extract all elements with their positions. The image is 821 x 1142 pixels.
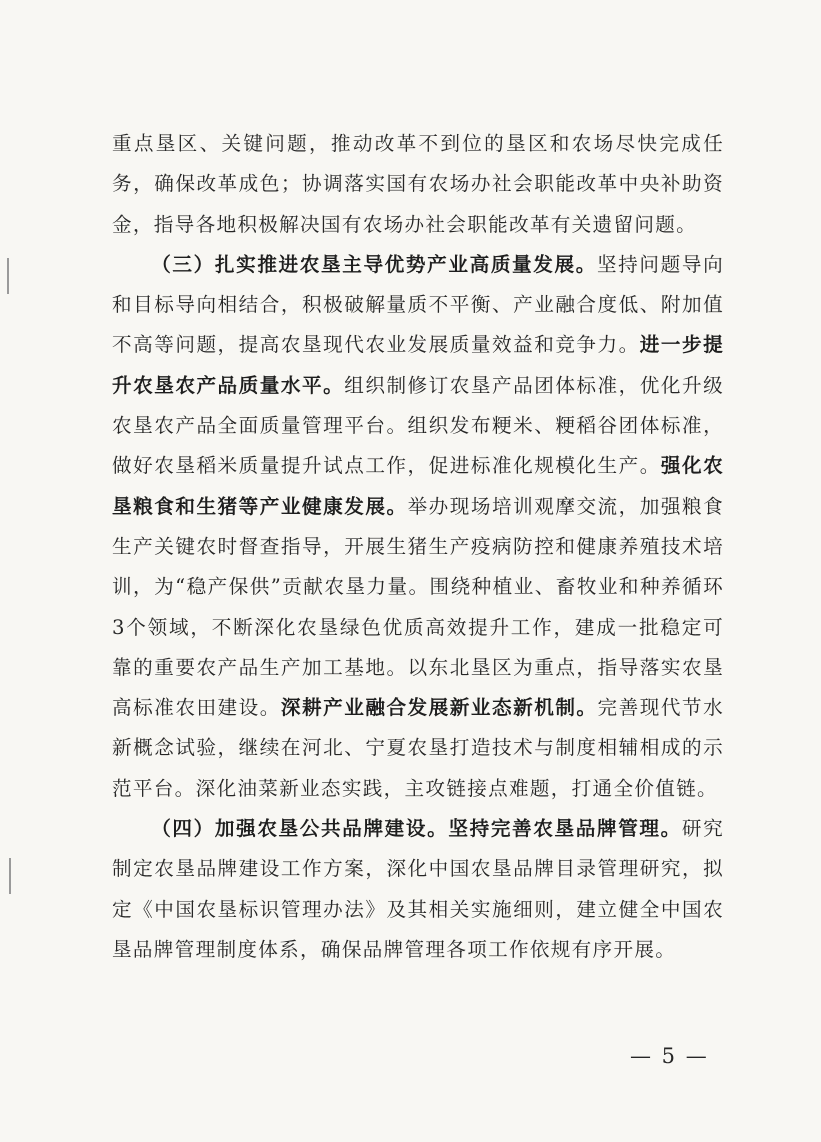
paragraph-2 [112,245,724,809]
paragraph-2-text-2: 组织制修订农垦产品团体标准，优化升级农垦农产品全面质量管理平台。组织发布粳米、粳稻谷团体标准，做好农垦稻米质量提升试点工作，促进标准化规模化生产。 [112,373,724,478]
paragraph-1-text: 重点垦区、关键问题，推动改革不到位的垦区和农场尽快完成任务，确保改革成色；协调落实国有农场办社会职能改革中央补助资金，指导各地积极解决国有农场办社会职能改革有关遗留问题。 [112,132,724,236]
document-body [112,124,724,970]
subheading-integration: 深耕产业融合发展新业态新机制。 [280,696,598,720]
subheading-quality: 进一步提升农垦农产品质量水平。 [112,333,725,397]
subheading-grain-pig: 强化农垦粮食和生猪等产业健康发展。 [112,454,724,518]
paragraph-3-text: 研究制定农垦品牌建设工作方案，深化中国农垦品牌目录管理研究，拟定《中国农垦标识管理办法》及其相关实施细则，建立健全中国农垦品牌管理制度体系，确保品牌管理各项工作依规有序开展。 [112,817,724,961]
paragraph-1 [112,124,724,245]
binding-mark-bottom [9,858,11,894]
paragraph-3 [112,809,724,970]
subheading-brand-management: 坚持完善农垦品牌管理。 [448,817,682,841]
paragraph-2-text-1: 坚持问题导向和目标导向相结合，积极破解量质不平衡、产业融合度低、附加值不高等问题，提高农垦现代农业发展质量效益和竞争力。 [112,252,724,357]
page-number: — 5 — [630,1044,709,1068]
paragraph-2-text-4: 完善现代节水新概念试验，继续在河北、宁夏农垦打造技术与制度相辅相成的示范平台。深化油菜新业态实践，主攻链接点难题，打通全价值链。 [112,696,724,800]
paragraph-2-text-3: 举办现场培训观摩交流，加强粮食生产关键农时督查指导，开展生猪生产疫病防控和健康养殖技术培训，为“稳产保供”贡献农垦力量。围绕种植业、畜牧业和种养循环3个领域，不断深化农垦绿色优质高效提升工作，建成一批稳定可靠的重要农产品生产加工基地。以东北垦区为重点，指导落实农垦高标准农田建设。 [112,494,725,720]
section-heading-3: （三）扎实推进农垦主导优势产业高质量发展。 [151,252,597,276]
section-heading-4: （四）加强农垦公共品牌建设。 [151,817,449,841]
binding-mark-top [7,258,9,294]
